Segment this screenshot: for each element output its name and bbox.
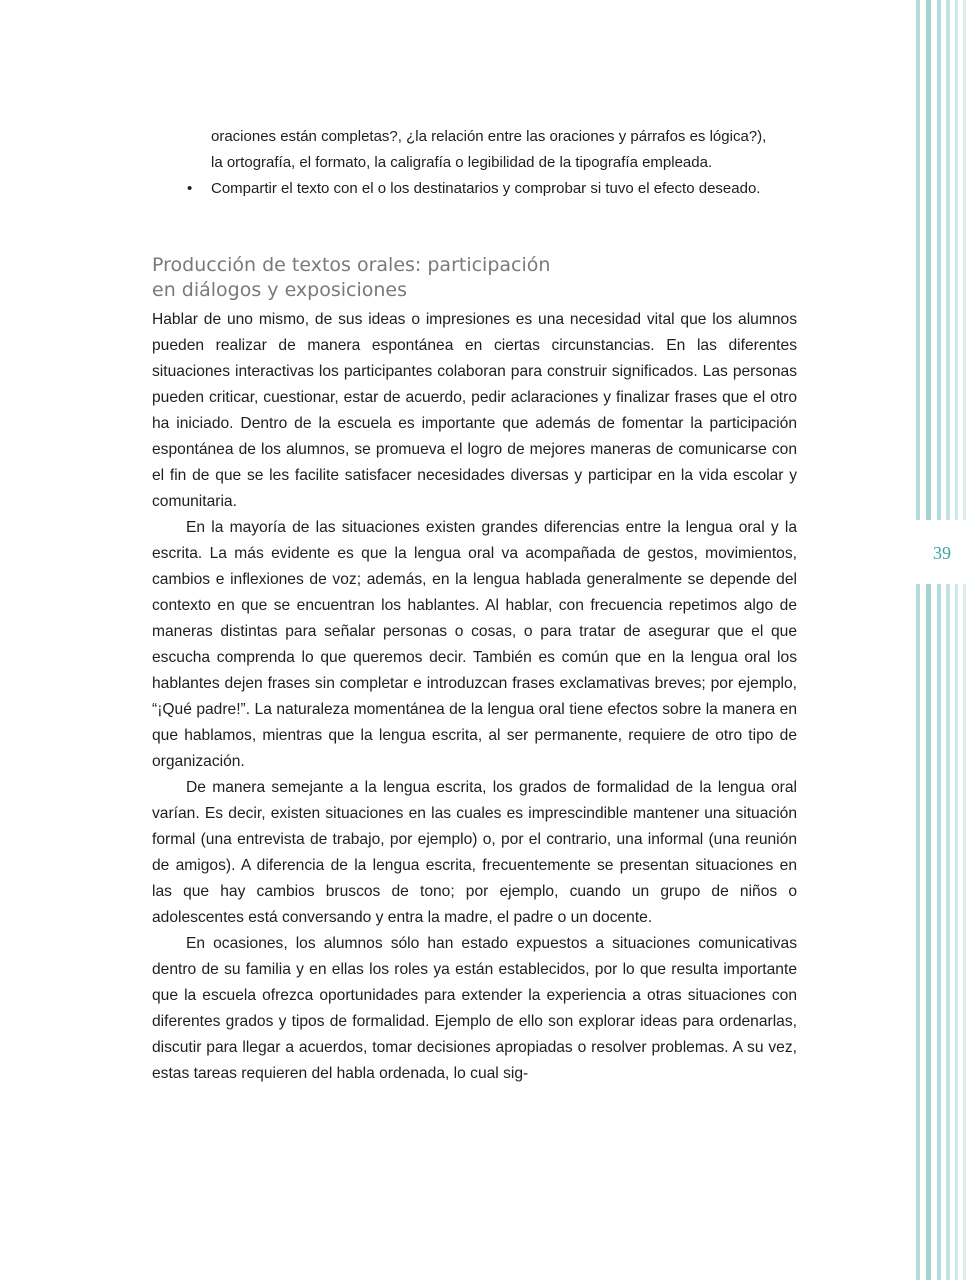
decorative-margin-stripes (912, 0, 972, 1280)
margin-stripe (937, 0, 941, 1280)
list-line: oraciones están completas?, ¿la relación entre las oraciones y párrafos es lógica?), (211, 128, 767, 145)
list-line: la ortografía, el formato, la caligrafía o legibilidad de la tipografía empleada. (211, 154, 713, 171)
page-number: 39 (933, 543, 951, 563)
list-item-text: Compartir el texto con el o los destinatarios y comprobar si tuvo el efecto deseado. (211, 180, 761, 197)
margin-stripe (963, 0, 966, 1280)
margin-stripe (926, 0, 931, 1280)
paragraph: De manera semejante a la lengua escrita, los grados de formalidad de la lengua oral varían. Es decir, existen situaciones en las cuales es imprescindible mantener una situación formal (una entrevista de trabajo, por ejemplo) o, por el contrario, una informal (una reunión de amigos). A diferencia de la lengua escrita, frecuentemente se presentan situaciones en las que hay cambios bruscos de tono; por ejemplo, cuando un grupo de niños o adolescentes está conversando y entra la madre, el padre o un docente. (152, 779, 797, 926)
top-bullet-list (152, 124, 802, 202)
margin-stripe (916, 0, 920, 1280)
paragraph: En la mayoría de las situaciones existen grandes diferencias entre la lengua oral y la escrita. La más evidente es que la lengua oral va acompañada de gestos, movimientos, cambios e inflexiones de voz; además, en la lengua hablada generalmente se depende del contexto en que se encuentran los hablantes. Al hablar, con frecuencia repetimos algo de maneras distintas para señalar personas o cosas, o para tratar de asegurar que el que escucha comprenda lo que queremos decir. También es común que en la lengua oral los hablantes dejen frases sin completar e introduzcan frases exclamativas breves; por ejemplo, “¡Qué padre!”. La naturaleza momentánea de la lengua oral tiene efectos sobre la manera en que hablamos, mientras que la lengua escrita, al ser permanente, requiere de otro tipo de organización. (152, 519, 797, 770)
margin-stripe (955, 0, 958, 1280)
list-item-continuation (152, 124, 802, 176)
heading-line: Producción de textos orales: participación (152, 254, 551, 276)
paragraph: En ocasiones, los alumnos sólo han estado expuestos a situaciones comunicativas dentro de su familia y en ellas los roles ya están establecidos, por lo que resulta importante que la escuela ofrezca oportunidades para extender la experiencia a otras situaciones con diferentes grados y tipos de formalidad. Ejemplo de ello son explorar ideas para ordenarlas, discutir para llegar a acuerdos, tomar decisiones apropiadas o resolver problemas. A su vez, estas tareas requieren del habla ordenada, lo cual sig- (152, 935, 797, 1082)
bullet-icon: • (187, 180, 193, 197)
list-item (152, 176, 802, 202)
section-body (152, 307, 797, 1087)
paragraph: Hablar de uno mismo, de sus ideas o impresiones es una necesidad vital que los alumnos pueden realizar de manera espontánea en ciertas circunstancias. En las diferentes situaciones interactivas los participantes colaboran para construir significados. Las personas pueden criticar, cuestionar, estar de acuerdo, pedir aclaraciones y finalizar frases que el otro ha iniciado. Dentro de la escuela es importante que además de fomentar la participación espontánea de los alumnos, se promueva el logro de mejores maneras de comunicarse con el fin de que se les facilite satisfacer necesidades diversas y participar en la vida escolar y comunitaria. (152, 311, 797, 510)
heading-line: en diálogos y exposiciones (152, 279, 408, 301)
margin-stripe (946, 0, 950, 1280)
section-heading (152, 253, 802, 303)
